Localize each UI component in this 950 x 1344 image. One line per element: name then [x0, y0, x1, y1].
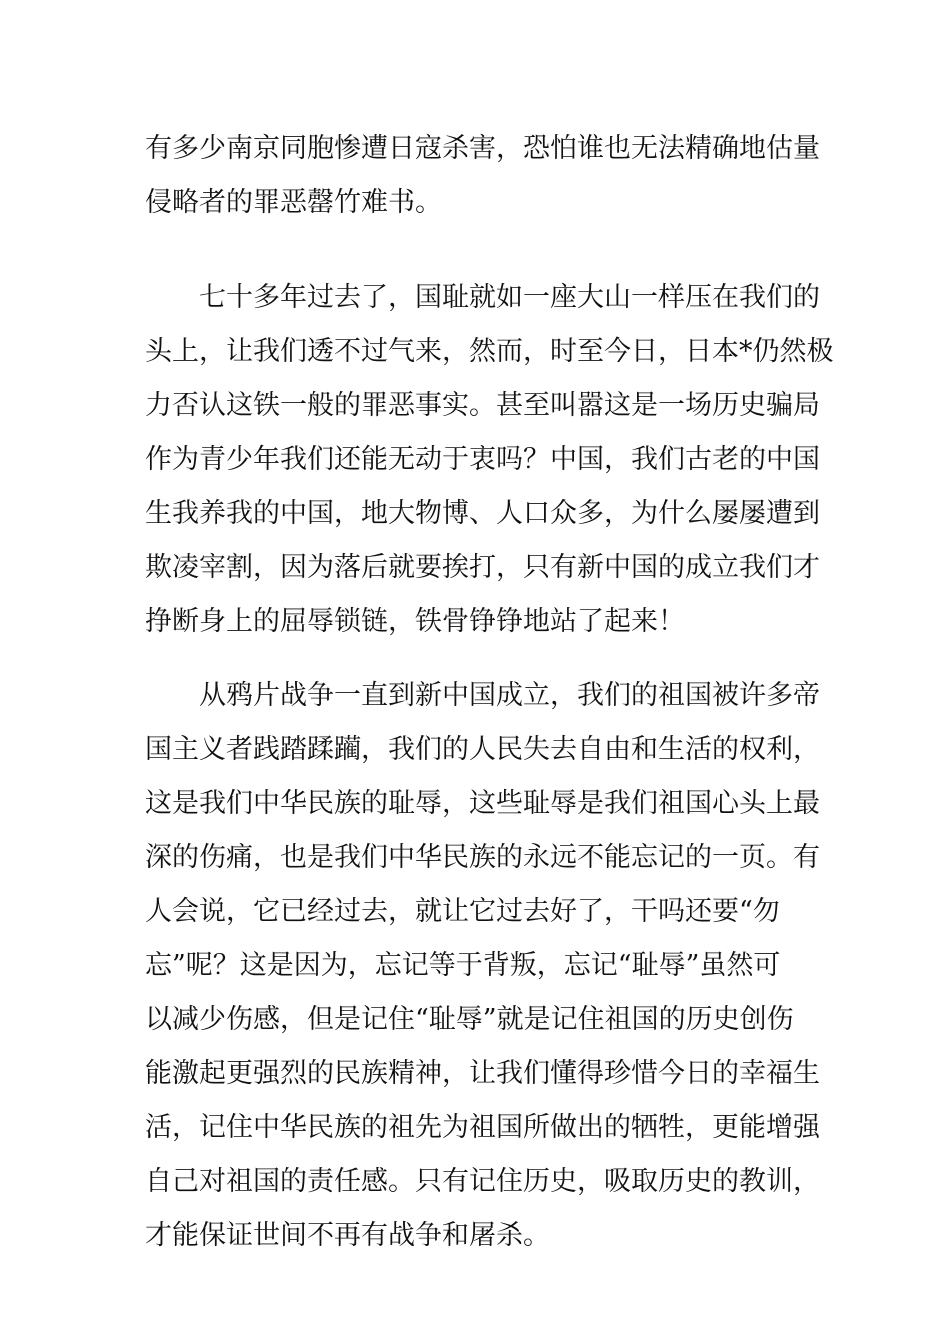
paragraph-line: 生我养我的中国，地大物博、人口众多，为什么屡屡遭到	[145, 498, 820, 529]
paragraph-line: 以减少伤感，但是记住“耻辱”就是记住祖国的历史创伤	[145, 1004, 794, 1035]
paragraph-line: 七十多年过去了，国耻就如一座大山一样压在我们的	[199, 282, 820, 313]
paragraph-line: 有多少南京同胞惨遭日寇杀害，恐怕谁也无法精确地估量	[145, 133, 820, 164]
paragraph-line: 人会说，它已经过去，就让它过去好了，干吗还要“勿	[145, 896, 780, 927]
paragraph-line: 头上，让我们透不过气来，然而，时至今日，日本*仍然极	[145, 336, 834, 367]
paragraph-3	[145, 669, 820, 1263]
paragraph-line: 作为青少年我们还能无动于衷吗？中国，我们古老的中国	[145, 444, 820, 475]
paragraph-2	[145, 271, 834, 649]
paragraph-line: 国主义者践踏蹂躏，我们的人民失去自由和生活的权利，	[145, 734, 820, 765]
paragraph-line: 从鸦片战争一直到新中国成立，我们的祖国被许多帝	[199, 680, 820, 711]
paragraph-line: 欺凌宰割，因为落后就要挨打，只有新中国的成立我们才	[145, 552, 820, 583]
paragraph-1	[145, 122, 820, 230]
paragraph-line: 深的伤痛，也是我们中华民族的永远不能忘记的一页。有	[145, 842, 820, 873]
paragraph-line: 忘”呢？这是因为，忘记等于背叛，忘记“耻辱”虽然可	[145, 950, 781, 981]
paragraph-line: 活，记住中华民族的祖先为祖国所做出的牺牲，更能增强	[145, 1112, 820, 1143]
paragraph-line: 力否认这铁一般的罪恶事实。甚至叫嚣这是一场历史骗局	[145, 390, 820, 421]
paragraph-line: 挣断身上的屈辱锁链，铁骨铮铮地站了起来！	[145, 606, 685, 637]
paragraph-line: 能激起更强烈的民族精神，让我们懂得珍惜今日的幸福生	[145, 1058, 820, 1089]
paragraph-line: 侵略者的罪恶罄竹难书。	[145, 187, 442, 218]
paragraph-line: 这是我们中华民族的耻辱，这些耻辱是我们祖国心头上最	[145, 788, 820, 819]
paragraph-line: 才能保证世间不再有战争和屠杀。	[145, 1220, 550, 1251]
paragraph-line: 自己对祖国的责任感。只有记住历史，吸取历史的教训，	[145, 1166, 820, 1197]
